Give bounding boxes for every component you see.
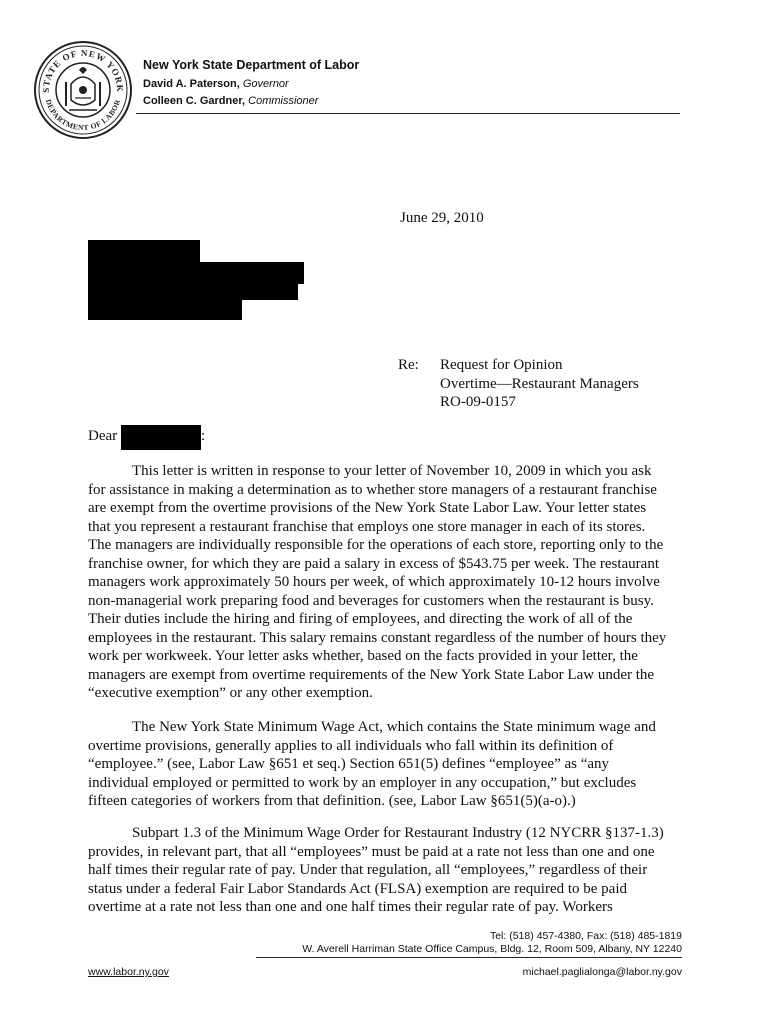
footer-email[interactable]: michael.paglialonga@labor.ny.gov bbox=[522, 966, 682, 978]
paragraph-line: This letter is written in response to your letter of November 10, 2009 in which you ask bbox=[132, 463, 652, 479]
paragraph-line: “executive exemption” or any other exemption. bbox=[88, 685, 373, 701]
paragraph-line: non-managerial work preparing food and beverages for customers when the restaurant is busy. bbox=[88, 592, 654, 609]
paragraph-line: Subpart 1.3 of the Minimum Wage Order for Restaurant Industry (12 NYCRR §137-1.3) bbox=[132, 825, 664, 841]
paragraph-line: “employee.” (see, Labor Law §651 et seq.) Section 651(5) defines “employee” as “any bbox=[88, 756, 610, 772]
footer-address: W. Averell Harriman State Office Campus, Bldg. 12, Room 509, Albany, NY 12240 bbox=[302, 943, 682, 955]
paragraph-line: overtime provisions, generally applies to all individuals who fall within its definition of bbox=[88, 737, 614, 754]
body-paragraph-2 bbox=[88, 718, 656, 811]
subject-lines bbox=[440, 356, 639, 412]
letter-date: June 29, 2010 bbox=[400, 210, 484, 226]
redacted-block bbox=[88, 240, 200, 264]
redacted-block bbox=[88, 298, 242, 320]
paragraph-line: managers work approximately 50 hours per week, of which approximately 10-12 hours involve bbox=[88, 574, 660, 590]
svg-text:DEPARTMENT OF LABOR: DEPARTMENT OF LABOR bbox=[43, 98, 123, 133]
footer-divider bbox=[256, 957, 682, 958]
subject-line: RO-09-0157 bbox=[440, 394, 516, 410]
footer-phone: Tel: (518) 457-4380, Fax: (518) 485-1819 bbox=[489, 930, 682, 942]
department-seal-logo bbox=[33, 40, 133, 140]
paragraph-line: The managers are individually responsible for the operations of each store, reporting only to the bbox=[88, 537, 664, 553]
redacted-name bbox=[121, 425, 201, 450]
paragraph-line: that you represent a restaurant franchise that employs one store manager in each of its stores. bbox=[88, 518, 646, 535]
paragraph-line: employees in the restaurant. This salary remains constant regardless of the number of hours they bbox=[88, 629, 667, 646]
subject-label: Re: bbox=[398, 357, 419, 373]
paragraph-line: managers are exempt from overtime requirements of the New York State Labor Law under the bbox=[88, 666, 655, 683]
paragraph-line: for assistance in making a determination as to whether store managers of a restaurant franchise bbox=[88, 481, 657, 498]
svg-text:STATE OF NEW YORK: STATE OF NEW YORK bbox=[40, 47, 126, 93]
paragraph-line: provides, in relevant part, that all “employees” must be paid at a rate not less than one and one bbox=[88, 843, 655, 860]
paragraph-line: fifteen categories of workers from that definition. (see, Labor Law §651(5)(a-o).) bbox=[88, 793, 576, 809]
paragraph-line: individual employed or permitted to work by an employer in any occupation,” but excludes bbox=[88, 774, 637, 791]
paragraph-line: are exempt from the overtime provisions of the New York State Labor Law. Your letter states bbox=[88, 500, 647, 516]
paragraph-line: franchise owner, for which they are paid a salary in excess of $543.75 per week. The restaurant bbox=[88, 555, 659, 572]
governor-title: Governor bbox=[242, 78, 289, 90]
subject-line: Overtime—Restaurant Managers bbox=[440, 375, 639, 392]
commissioner-title: Commissioner bbox=[248, 95, 319, 107]
subject-line: Request for Opinion bbox=[440, 357, 563, 373]
body-paragraph-1 bbox=[88, 462, 666, 703]
paragraph-line: Their duties include the hiring and firing of employees, and directing the work of all of the bbox=[88, 611, 633, 627]
governor-name: David A. Paterson, bbox=[143, 78, 240, 90]
letterhead-divider bbox=[136, 113, 680, 114]
paragraph-line: overtime at a rate not less than one and one half times their regular rate of pay. Workers bbox=[88, 899, 613, 915]
governor-line bbox=[143, 78, 289, 90]
paragraph-line: The New York State Minimum Wage Act, which contains the State minimum wage and bbox=[132, 719, 656, 735]
salutation: Dear bbox=[88, 428, 118, 444]
footer-website-link[interactable]: www.labor.ny.gov bbox=[88, 966, 169, 978]
paragraph-line: status under a federal Fair Labor Standards Act (FLSA) exemption are required to be paid bbox=[88, 880, 627, 897]
commissioner-line bbox=[143, 95, 318, 107]
redacted-block bbox=[88, 262, 304, 284]
salutation-colon: : bbox=[201, 428, 206, 444]
paragraph-line: work per workweek. Your letter asks whether, based on the facts provided in your letter, the bbox=[88, 648, 638, 664]
agency-name: New York State Department of Labor bbox=[143, 58, 360, 72]
paragraph-line: half times their regular rate of pay. Under that regulation, all “employees,” regardless of their bbox=[88, 862, 648, 878]
commissioner-name: Colleen C. Gardner, bbox=[143, 95, 246, 107]
body-paragraph-3 bbox=[88, 824, 664, 917]
